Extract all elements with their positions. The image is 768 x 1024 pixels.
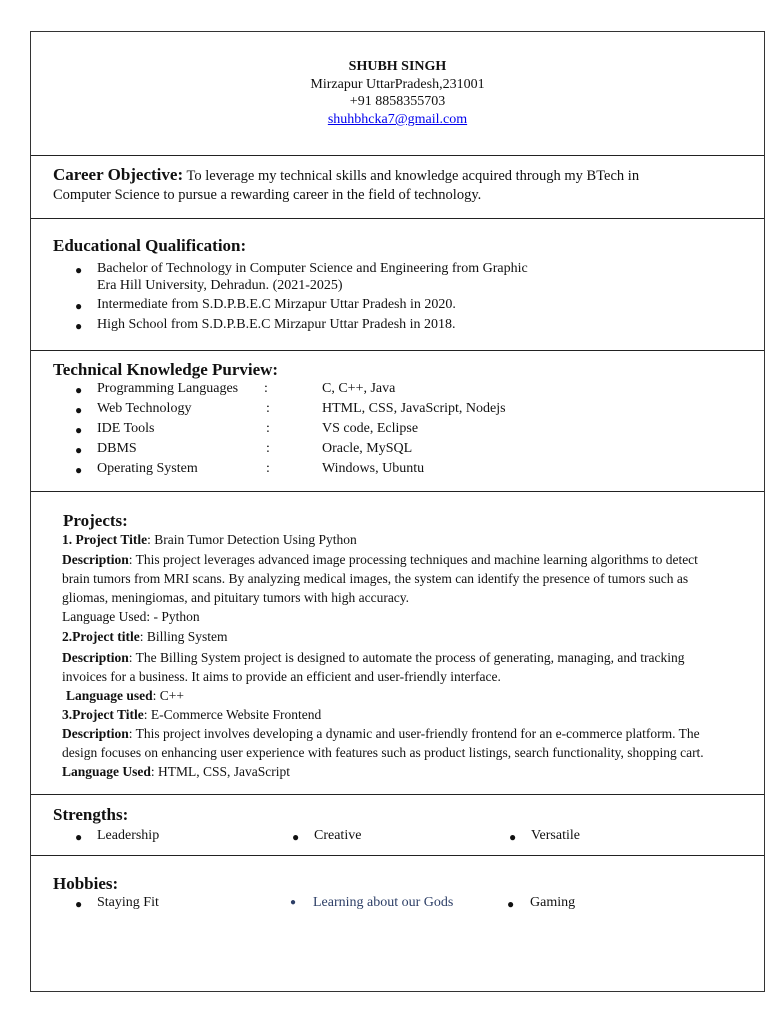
project-2-language-value: : C++ — [152, 688, 185, 703]
bullet: ● — [75, 830, 83, 844]
bullet: ● — [75, 403, 83, 417]
bullet: ● — [75, 463, 83, 477]
bullet: ● — [75, 443, 83, 457]
project-3-title — [62, 707, 321, 723]
project-2-desc-label: Description — [62, 650, 129, 665]
email-link[interactable]: shuhbhcka7@gmail.com — [327, 112, 468, 127]
project-2-title-value: : Billing System — [139, 629, 228, 644]
strengths-heading: Strengths: — [53, 805, 129, 824]
career-objective-heading: Career Objective: — [53, 165, 184, 184]
project-3-title-value: : E-Commerce Website Frontend — [143, 707, 322, 722]
project-3-desc-line2: design focuses on enhancing user experience with features such as product listings, search functionality, shopping cart. — [62, 745, 704, 760]
hobby-item: Staying Fit — [97, 895, 159, 910]
education-item-2: Intermediate from S.D.P.B.E.C Mirzapur Uttar Pradesh in 2020. — [97, 297, 456, 312]
tech-label-os: Operating System — [97, 461, 198, 476]
tech-label-web: Web Technology — [97, 401, 192, 416]
hobbies-heading: Hobbies: — [53, 874, 119, 893]
project-3-language-value: : HTML, CSS, JavaScript — [150, 764, 291, 779]
divider — [31, 491, 764, 492]
tech-value-dbms: Oracle, MySQL — [322, 441, 413, 456]
bullet: ● — [75, 263, 83, 277]
project-1-desc-text1: : This project leverages advanced image processing techniques and machine learning algorithms to detect — [128, 552, 698, 567]
divider — [31, 218, 764, 219]
project-3-title-label: 3.Project Title — [62, 707, 144, 722]
tech-label-programming: Programming Languages — [97, 381, 239, 396]
strength-item: Versatile — [531, 828, 580, 843]
bullet: ● — [75, 897, 83, 911]
hobby-item: Gaming — [530, 895, 576, 910]
education-item-3: High School from S.D.P.B.E.C Mirzapur Uttar Pradesh in 2018. — [97, 317, 456, 332]
project-2-language-label: Language used — [66, 688, 153, 703]
candidate-name: SHUBH SINGH — [348, 59, 447, 74]
career-objective-line1 — [53, 165, 639, 185]
tech-sep: : — [266, 421, 270, 436]
project-1-desc-line2: brain tumors from MRI scans. By analyzing medical images, the system can identify the presence of tumors such as — [62, 571, 689, 586]
project-1-title-value: : Brain Tumor Detection Using Python — [147, 532, 357, 547]
project-1-title — [62, 532, 357, 548]
divider — [31, 794, 764, 795]
project-1-title-label: 1. Project Title — [62, 532, 148, 547]
tech-value-web: HTML, CSS, JavaScript, Nodejs — [322, 401, 506, 416]
project-3-language-label: Language Used — [62, 764, 151, 779]
tech-value-ide: VS code, Eclipse — [322, 421, 419, 436]
address: Mirzapur UttarPradesh,231001 — [310, 77, 485, 92]
divider — [31, 855, 764, 856]
project-3-desc-label: Description — [62, 726, 129, 741]
project-2-language — [66, 688, 184, 704]
project-2-title — [62, 629, 227, 645]
bullet: ● — [75, 383, 83, 397]
tech-sep: : — [264, 381, 268, 396]
tech-value-programming: C, C++, Java — [322, 381, 396, 396]
project-2-desc-line1 — [62, 650, 685, 666]
email-wrapper — [31, 112, 764, 129]
technical-heading: Technical Knowledge Purview: — [53, 360, 279, 379]
bullet: ● — [292, 830, 300, 844]
project-2-title-label: 2.Project title — [62, 629, 140, 644]
resume-page — [30, 31, 765, 992]
bullet: ● — [507, 897, 515, 911]
tech-sep: : — [266, 461, 270, 476]
project-2-desc-text1: : The Billing System project is designed to automate the process of generating, managing, and tracking — [128, 650, 685, 665]
hobby-item: Learning about our Gods — [313, 895, 454, 910]
project-1-desc-line1 — [62, 552, 698, 568]
bullet: ● — [75, 319, 83, 333]
bullet: ● — [75, 299, 83, 313]
strength-item: Leadership — [97, 828, 160, 843]
tech-label-dbms: DBMS — [97, 441, 137, 456]
project-1-desc-line3: gliomas, meningiomas, and pituitary tumors with high accuracy. — [62, 590, 410, 605]
tech-sep: : — [266, 401, 270, 416]
project-2-desc-line2: invoices for a business. It aims to provide an efficient and user-friendly interface. — [62, 669, 501, 684]
bullet: ● — [290, 897, 297, 908]
strength-item: Creative — [314, 828, 362, 843]
projects-heading: Projects: — [63, 511, 128, 530]
project-3-desc-text1: : This project involves developing a dynamic and user-friendly frontend for an e-commerce platform. The — [128, 726, 700, 741]
career-objective-text1: To leverage my technical skills and knowledge acquired through my BTech in — [186, 168, 640, 184]
project-3-desc-line1 — [62, 726, 700, 742]
project-1-language: Language Used: - Python — [62, 609, 200, 624]
project-3-language — [62, 764, 290, 780]
education-item-1-line2: Era Hill University, Dehradun. (2021-2025) — [97, 278, 343, 293]
divider — [31, 350, 764, 351]
tech-label-ide: IDE Tools — [97, 421, 155, 436]
tech-value-os: Windows, Ubuntu — [322, 461, 425, 476]
project-1-desc-label: Description — [62, 552, 129, 567]
career-objective-text2: Computer Science to pursue a rewarding career in the field of technology. — [53, 187, 482, 203]
bullet: ● — [75, 423, 83, 437]
divider — [31, 155, 764, 156]
tech-sep: : — [266, 441, 270, 456]
education-item-1-line1: Bachelor of Technology in Computer Science and Engineering from Graphic — [97, 261, 528, 276]
phone: +91 8858355703 — [349, 94, 446, 109]
education-heading: Educational Qualification: — [53, 236, 247, 255]
bullet: ● — [509, 830, 517, 844]
